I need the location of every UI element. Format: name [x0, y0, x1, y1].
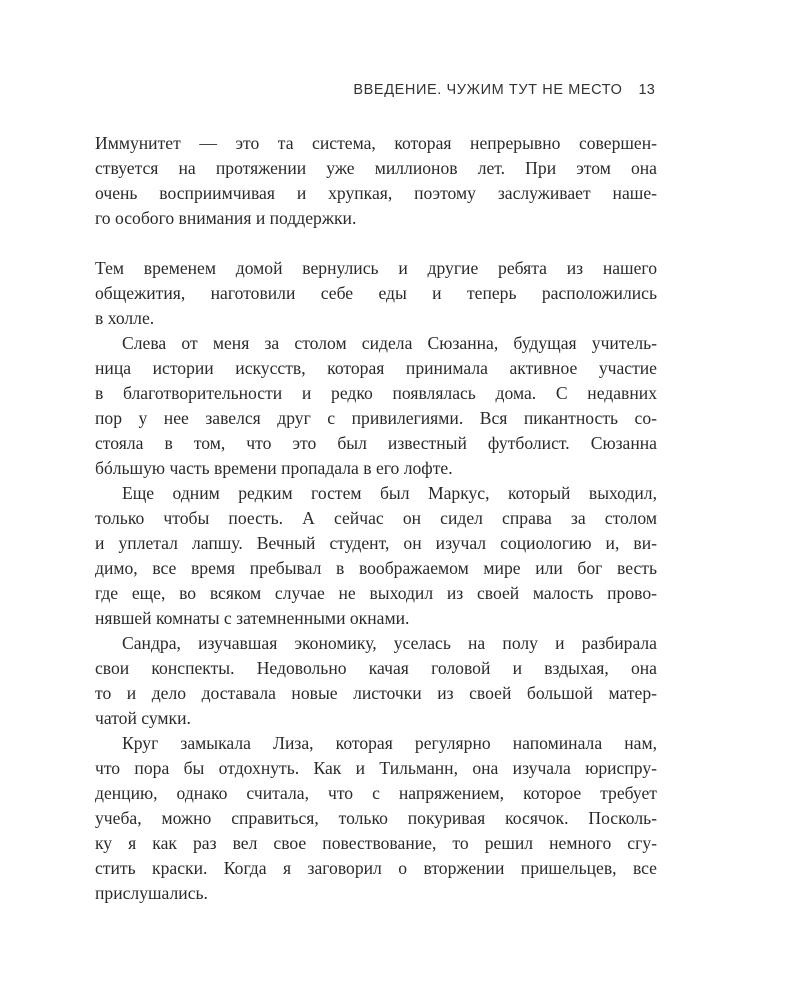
text-line: свои конспекты. Недовольно качая головой и вздыхая, она — [95, 658, 657, 678]
text-line: ку я как раз вел свое повествование, то решил немного сгу- — [95, 833, 657, 853]
text-line: чатой сумки. — [95, 708, 191, 728]
text-line: Иммунитет — это та система, которая непрерывно совершен- — [95, 133, 657, 153]
text-line: что пора бы отдохнуть. Как и Тильманн, она изучала юриспру- — [95, 758, 657, 778]
text-line: только чтобы поесть. А сейчас он сидел справа за столом — [95, 508, 657, 528]
text-line: в холле. — [95, 308, 155, 328]
text-line: нявшей комнаты с затемненными окнами. — [95, 608, 410, 628]
text-line: ница истории искусств, которая принимала активное участие — [95, 358, 657, 378]
text-line: стить краски. Когда я заговорил о вторжении пришельцев, все — [95, 858, 657, 878]
text-line: в благотворительности и редко появлялась дома. С недавних — [95, 383, 657, 403]
text-line: Слева от меня за столом сидела Сюзанна, будущая учитель- — [122, 333, 657, 353]
text-line: и уплетал лапшу. Вечный студент, он изучал социологию и, ви- — [95, 533, 657, 553]
text-line: го особого внимания и поддержки. — [95, 208, 357, 228]
text-line: денцию, однако считала, что с напряжением, которое требует — [95, 783, 657, 803]
text-line: стояла в том, что это был известный футболист. Сюзанна — [95, 433, 657, 453]
text-line: очень восприимчивая и хрупкая, поэтому заслуживает наше- — [95, 183, 657, 203]
text-line: общежития, наготовили себе еды и теперь расположились — [95, 283, 657, 303]
text-line: Еще одним редким гостем был Маркус, который выходил, — [122, 483, 657, 503]
text-line: то и дело доставала новые листочки из своей большой матер- — [95, 683, 657, 703]
text-line: где еще, во всяком случае не выходил из своей малость прово- — [95, 583, 657, 603]
text-line: димо, все время пребывал в воображаемом мире или бог весть — [95, 558, 657, 578]
text-line: Тем временем домой вернулись и другие ребята из нашего — [95, 258, 657, 278]
running-header — [353, 82, 655, 98]
text-line: ствуется на протяжении уже миллионов лет. При этом она — [95, 158, 657, 178]
text-line: Сандра, изучавшая экономику, уселась на полу и разбирала — [122, 633, 657, 653]
running-title: ВВЕДЕНИЕ. ЧУЖИМ ТУТ НЕ МЕСТО — [353, 82, 623, 98]
text-line: пор у нее завелся друг с привилегиями. Вся пикантность со- — [95, 408, 657, 428]
text-line: учеба, можно справиться, только покуривая косячок. Посколь- — [95, 808, 657, 828]
body-text — [95, 131, 657, 906]
text-line: Круг замыкала Лиза, которая регулярно напоминала нам, — [122, 733, 657, 753]
section-break — [95, 231, 657, 256]
text-line: прислушались. — [95, 883, 208, 903]
page-number: 13 — [638, 82, 655, 98]
text-line: бóльшую часть времени пропадала в его лофте. — [95, 458, 453, 478]
